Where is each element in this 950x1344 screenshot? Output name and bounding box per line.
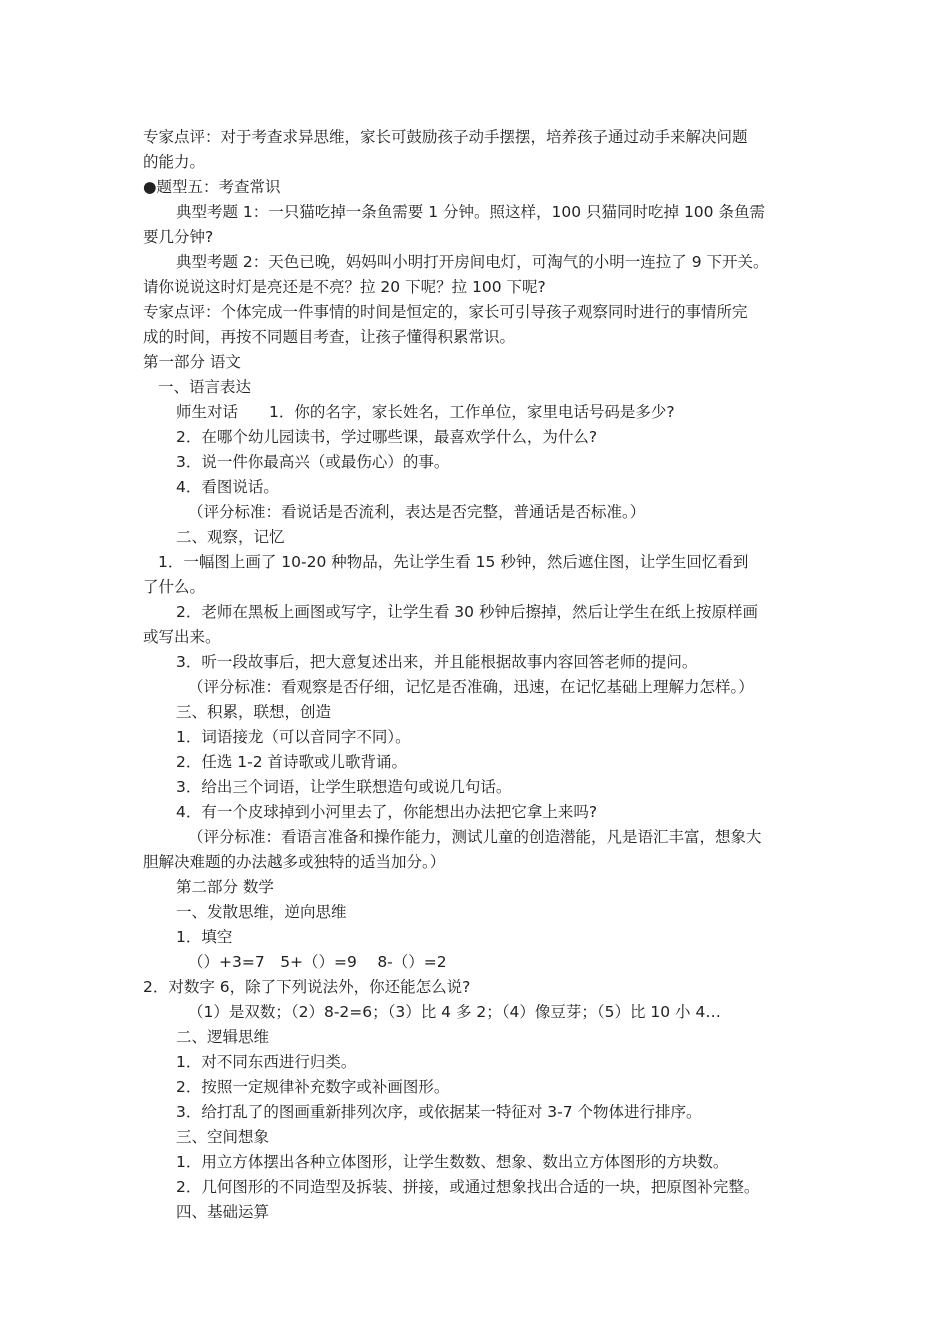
- text-line: 1．一幅图上画了 10-20 种物品，先让学生看 15 秒钟，然后遮住图，让学生回忆看到: [158, 553, 749, 571]
- text-line: 要几分钟?: [143, 228, 214, 246]
- subsection-heading: 二、逻辑思维: [176, 1028, 270, 1046]
- text-line: 2．老师在黑板上画图或写字，让学生看 30 秒钟后擦掉，然后让学生在纸上按原样画: [176, 603, 758, 621]
- text-line: 师生对话 1．你的名字，家长姓名，工作单位，家里电话号码是多少?: [176, 403, 675, 421]
- text-line: 典型考题 2：天色已晚，妈妈叫小明打开房间电灯，可淘气的小明一连拉了 9 下开关。: [176, 253, 769, 271]
- subsection-heading: 二、观察，记忆: [176, 528, 285, 546]
- text-line: 或写出来。: [143, 628, 221, 646]
- text-line: （1）是双数；（2）8-2=6；（3）比 4 多 2；（4）像豆芽；（5）比 10 小 4…: [188, 1003, 721, 1021]
- text-line: （）+3=7 5+（）=9 8-（）=2: [188, 953, 447, 971]
- text-line: 3．说一件你最高兴（或最伤心）的事。: [176, 453, 450, 471]
- text-line: 2．对数字 6，除了下列说法外，你还能怎么说?: [143, 978, 471, 996]
- text-line: 专家点评：个体完成一件事情的时间是恒定的，家长可引导孩子观察同时进行的事情所完: [143, 303, 748, 321]
- text-line: 1．用立方体摆出各种立体图形，让学生数数、想象、数出立方体图形的方块数。: [176, 1153, 729, 1171]
- subsection-heading: 四、基础运算: [176, 1203, 270, 1221]
- text-line: 2．几何图形的不同造型及拆装、拼接，或通过想象找出合适的一块，把原图补完整。: [176, 1178, 760, 1196]
- section-heading: ●题型五：考查常识: [143, 178, 281, 196]
- text-line: 3．听一段故事后，把大意复述出来，并且能根据故事内容回答老师的提问。: [176, 653, 698, 671]
- text-line: 专家点评：对于考查求异思维，家长可鼓励孩子动手摆摆，培养孩子通过动手来解决问题: [143, 128, 748, 146]
- text-line: （评分标准：看语言准备和操作能力，测试儿童的创造潜能，凡是语汇丰富，想象大: [188, 828, 762, 846]
- text-line: 典型考题 1：一只猫吃掉一条鱼需要 1 分钟。照这样，100 只猫同时吃掉 100 条鱼需: [176, 203, 765, 221]
- text-line: 胆解决难题的办法越多或独特的适当加分。）: [143, 853, 446, 871]
- text-line: 成的时间，再按不同题目考查，让孩子懂得积累常识。: [143, 328, 516, 346]
- text-line: 了什么。: [143, 578, 206, 596]
- text-line: 2．按照一定规律补充数字或补画图形。: [176, 1078, 450, 1096]
- text-line: 的能力。: [143, 153, 206, 171]
- text-line: 1．对不同东西进行归类。: [176, 1053, 357, 1071]
- subsection-heading: 一、语言表达: [158, 378, 252, 396]
- subsection-heading: 三、积累，联想，创造: [176, 703, 332, 721]
- text-line: 2．任选 1-2 首诗歌或儿歌背诵。: [176, 753, 408, 771]
- text-line: （评分标准：看说话是否流利，表达是否完整，普通话是否标准。）: [188, 503, 646, 521]
- text-line: 请你说说这时灯是亮还是不亮？拉 20 下呢？拉 100 下呢?: [143, 278, 546, 296]
- text-line: 3．给出三个词语，让学生联想造句或说几句话。: [176, 778, 512, 796]
- subsection-heading: 三、空间想象: [176, 1128, 270, 1146]
- text-line: 2．在哪个幼儿园读书，学过哪些课，最喜欢学什么，为什么?: [176, 428, 598, 446]
- text-line: 4．有一个皮球掉到小河里去了，你能想出办法把它拿上来吗?: [176, 803, 598, 821]
- text-line: （评分标准：看观察是否仔细，记忆是否准确，迅速，在记忆基础上理解力怎样。）: [188, 678, 754, 696]
- text-line: 1．词语接龙（可以音同字不同）。: [176, 728, 411, 746]
- text-line: 1．填空: [176, 928, 233, 946]
- section-heading: 第二部分 数学: [176, 878, 274, 896]
- subsection-heading: 一、发散思维，逆向思维: [176, 903, 347, 921]
- section-heading: 第一部分 语文: [143, 353, 241, 371]
- text-line: 4．看图说话。: [176, 478, 279, 496]
- text-line: 3．给打乱了的图画重新排列次序，或依据某一特征对 3-7 个物体进行排序。: [176, 1103, 702, 1121]
